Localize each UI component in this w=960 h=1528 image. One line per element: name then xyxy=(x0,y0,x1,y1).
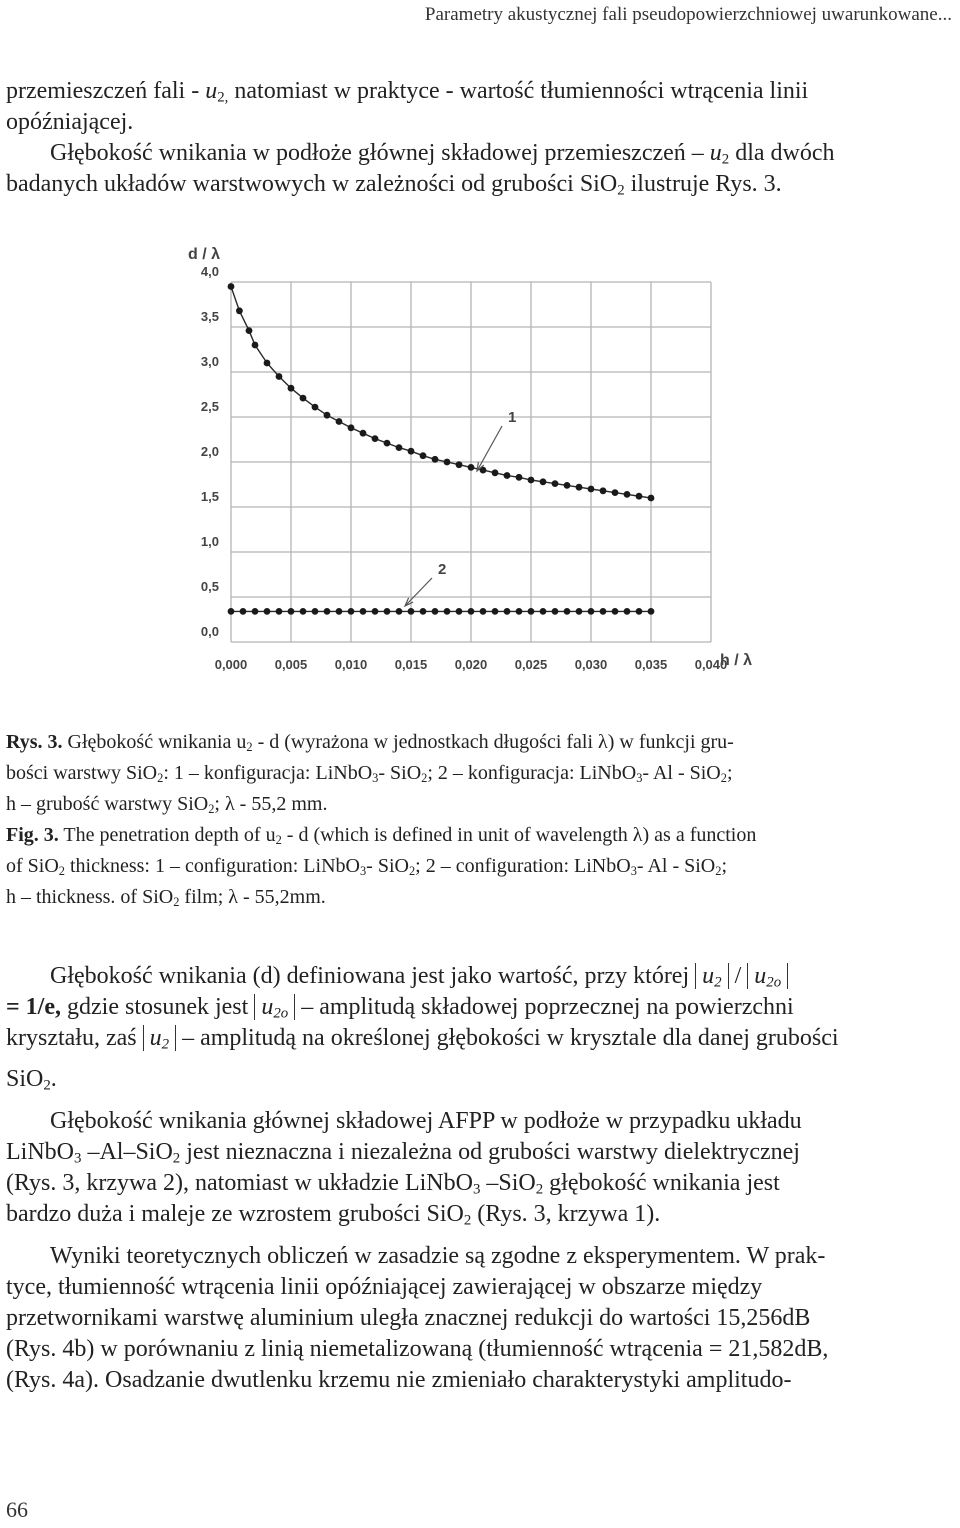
y-tick-label: 2,5 xyxy=(200,399,219,414)
data-point xyxy=(252,608,259,615)
data-point xyxy=(276,373,283,380)
page-number: 66 xyxy=(6,1497,28,1522)
data-point xyxy=(612,608,619,615)
data-point xyxy=(552,480,559,487)
caption-en-line-2: of SiO$_2$ thickness: 1 – configuration: LiNbO$_3$- SiO$_2$; 2 – configuration: LiNbO$_3$- Al - SiO$_2$; xyxy=(6,855,727,879)
caption-pl-line-1: Rys. 3. Głębokość wnikania $u_2$ - d (wyrażona w jednostkach długości fali λ) w funkcji gru- xyxy=(6,731,734,755)
intro-line-2: opóźniającej. xyxy=(6,109,134,135)
data-point xyxy=(648,608,655,615)
data-point xyxy=(288,385,295,392)
data-point xyxy=(516,608,523,615)
data-point xyxy=(252,342,259,349)
intro-line-4: badanych układów warstwowych w zależności od grubości SiO$_2$ ilustruje Rys. 3. xyxy=(6,171,782,199)
data-point xyxy=(576,484,583,491)
data-point xyxy=(444,459,451,466)
data-point xyxy=(492,608,499,615)
paragraph-definition xyxy=(6,961,954,1095)
data-point xyxy=(612,489,619,496)
figure-caption-en xyxy=(6,820,954,913)
data-point xyxy=(504,472,511,479)
data-point xyxy=(300,395,307,402)
data-point xyxy=(360,430,367,437)
annotation-label: 1 xyxy=(508,409,517,426)
data-point xyxy=(588,608,595,615)
data-point xyxy=(396,608,403,615)
x-tick-label: 0,030 xyxy=(574,657,608,672)
y-tick-label: 0,0 xyxy=(200,624,219,639)
x-tick-label: 0,040 xyxy=(694,657,728,672)
data-point xyxy=(624,608,631,615)
data-point xyxy=(444,608,451,615)
data-point xyxy=(468,464,475,471)
para1-line-3: kryształu, zaś $u_2$ – amplitudą na określonej głębokości w krysztale dla danej grubości xyxy=(6,1025,839,1053)
data-point xyxy=(312,608,319,615)
intro-paragraph xyxy=(6,76,954,200)
data-point xyxy=(372,435,379,442)
data-point xyxy=(600,608,607,615)
data-point xyxy=(246,327,253,334)
data-point xyxy=(420,608,427,615)
figure-caption-pl xyxy=(6,727,954,820)
data-point xyxy=(264,608,271,615)
x-tick-label: 0,025 xyxy=(514,657,548,672)
caption-pl-line-3: h – grubość warstwy SiO$_2$; λ - 55,2 mm. xyxy=(6,793,328,817)
data-point xyxy=(504,608,511,615)
running-header: Parametry akustycznej fali pseudopowierzchniowej uwarunkowane... xyxy=(424,4,952,25)
data-point xyxy=(420,452,427,459)
data-point xyxy=(288,608,295,615)
data-point xyxy=(432,456,439,463)
data-point xyxy=(456,608,463,615)
intro-line-3: Głębokość wnikania w podłoże głównej składowej przemieszczeń – $u_2$ dla dwóch xyxy=(50,140,835,168)
data-point xyxy=(564,608,571,615)
data-point xyxy=(336,608,343,615)
chart-grid xyxy=(231,282,711,642)
para2-line-4: bardzo duża i maleje ze wzrostem grubości SiO$_2$ (Rys. 3, krzywa 1). xyxy=(6,1201,661,1229)
para2-line-2: LiNbO$_3$ –Al–SiO$_2$ jest nieznaczna i niezależna od grubości warstwy dielektrycznej xyxy=(6,1139,800,1167)
data-point xyxy=(324,608,331,615)
penetration-depth-chart xyxy=(148,232,798,702)
data-point xyxy=(396,444,403,451)
data-point xyxy=(384,440,391,447)
data-point xyxy=(228,608,235,615)
data-point xyxy=(636,608,643,615)
para2-line-1: Głębokość wnikania głównej składowej AFPP w podłoże w przypadku układu xyxy=(50,1108,802,1134)
data-point xyxy=(636,493,643,500)
data-point xyxy=(264,360,271,367)
x-tick-labels xyxy=(215,657,728,672)
data-point xyxy=(648,495,655,502)
caption-en-line-1: Fig. 3. The penetration depth of $u_2$ - d (which is defined in unit of wavelength λ) as a function xyxy=(6,824,757,848)
para1-line-2: = 1/e, gdzie stosunek jest $u_{2o}$ – amplitudą składowej poprzecznej na powierzchni xyxy=(6,994,794,1022)
data-point xyxy=(432,608,439,615)
para2-line-3: (Rys. 3, krzywa 2), natomiast w układzie LiNbO$_3$ –SiO$_2$ głębokość wnikania jest xyxy=(6,1170,780,1198)
data-point xyxy=(492,469,499,476)
y-tick-label: 1,0 xyxy=(200,534,219,549)
data-point xyxy=(540,608,547,615)
data-point xyxy=(240,608,247,615)
x-tick-label: 0,000 xyxy=(214,657,248,672)
y-tick-label: 1,5 xyxy=(200,489,219,504)
data-point xyxy=(516,474,523,481)
data-point xyxy=(348,424,355,431)
caption-pl-line-2: bości warstwy SiO$_2$: 1 – konfiguracja: LiNbO$_3$- SiO$_2$; 2 – konfiguracja: LiNbO$_3$- Al - SiO$_2$; xyxy=(6,762,733,786)
data-point xyxy=(480,608,487,615)
data-point xyxy=(528,477,535,484)
paragraph-penetration xyxy=(6,1106,954,1230)
para3-line-1: Wyniki teoretycznych obliczeń w zasadzie są zgodne z eksperymentem. W prak- xyxy=(50,1243,826,1269)
data-point xyxy=(468,608,475,615)
x-tick-label: 0,015 xyxy=(394,657,428,672)
x-tick-label: 0,020 xyxy=(454,657,488,672)
data-point xyxy=(552,608,559,615)
annotation-label: 2 xyxy=(438,561,447,578)
data-point xyxy=(336,418,343,425)
para3-line-3: przetwornikami warstwę aluminium uległa znacznej redukcji do wartości 15,256dB xyxy=(6,1305,811,1331)
data-point xyxy=(456,461,463,468)
y-tick-label: 2,0 xyxy=(200,444,219,459)
y-axis-label: d / λ xyxy=(188,246,221,263)
x-tick-label: 0,035 xyxy=(634,657,668,672)
data-point xyxy=(228,283,235,290)
series-line-1 xyxy=(231,287,651,499)
y-tick-label: 3,5 xyxy=(200,309,219,324)
data-point xyxy=(312,404,319,411)
data-point xyxy=(540,478,547,485)
x-tick-label: 0,005 xyxy=(274,657,308,672)
y-tick-label: 4,0 xyxy=(200,264,219,279)
paragraph-results xyxy=(6,1241,954,1396)
data-point xyxy=(236,307,243,314)
x-axis-label: h / λ xyxy=(720,652,753,669)
para3-line-2: tyce, tłumienność wtrącenia linii opóźniającej zawierającej w obszarze między xyxy=(6,1274,763,1300)
data-point xyxy=(300,608,307,615)
data-point xyxy=(624,491,631,498)
data-point xyxy=(372,608,379,615)
x-tick-label: 0,010 xyxy=(334,657,368,672)
data-point xyxy=(576,608,583,615)
data-point xyxy=(384,608,391,615)
intro-line-1: przemieszczeń fali - $u_{2,}$ natomiast w praktyce - wartość tłumienności wtrącenia linii xyxy=(6,78,809,106)
data-point xyxy=(564,482,571,489)
annotation-arrow xyxy=(405,578,432,606)
y-tick-label: 3,0 xyxy=(200,354,219,369)
data-point xyxy=(348,608,355,615)
data-point xyxy=(360,608,367,615)
data-point xyxy=(528,608,535,615)
caption-en-line-3: h – thickness. of SiO$_2$ film; λ - 55,2mm. xyxy=(6,886,326,910)
data-point xyxy=(600,487,607,494)
y-tick-label: 0,5 xyxy=(200,579,219,594)
data-point xyxy=(408,608,415,615)
data-point xyxy=(588,486,595,493)
y-tick-labels xyxy=(201,264,219,639)
data-point xyxy=(324,412,331,419)
para1-line-1: Głębokość wnikania (d) definiowana jest jako wartość, przy której $u_2 / u_{2o}$ xyxy=(6,961,954,992)
para1-line-4: SiO$_2$. xyxy=(6,1066,57,1094)
data-point xyxy=(276,608,283,615)
annotation-arrow xyxy=(477,426,502,471)
para3-line-5: (Rys. 4a). Osadzanie dwutlenku krzemu nie zmieniało charakterystyki amplitudo- xyxy=(6,1367,792,1393)
para3-line-4: (Rys. 4b) w porównaniu z linią niemetalizowaną (tłumienność wtrącenia = 21,582dB, xyxy=(6,1336,829,1362)
data-point xyxy=(408,448,415,455)
